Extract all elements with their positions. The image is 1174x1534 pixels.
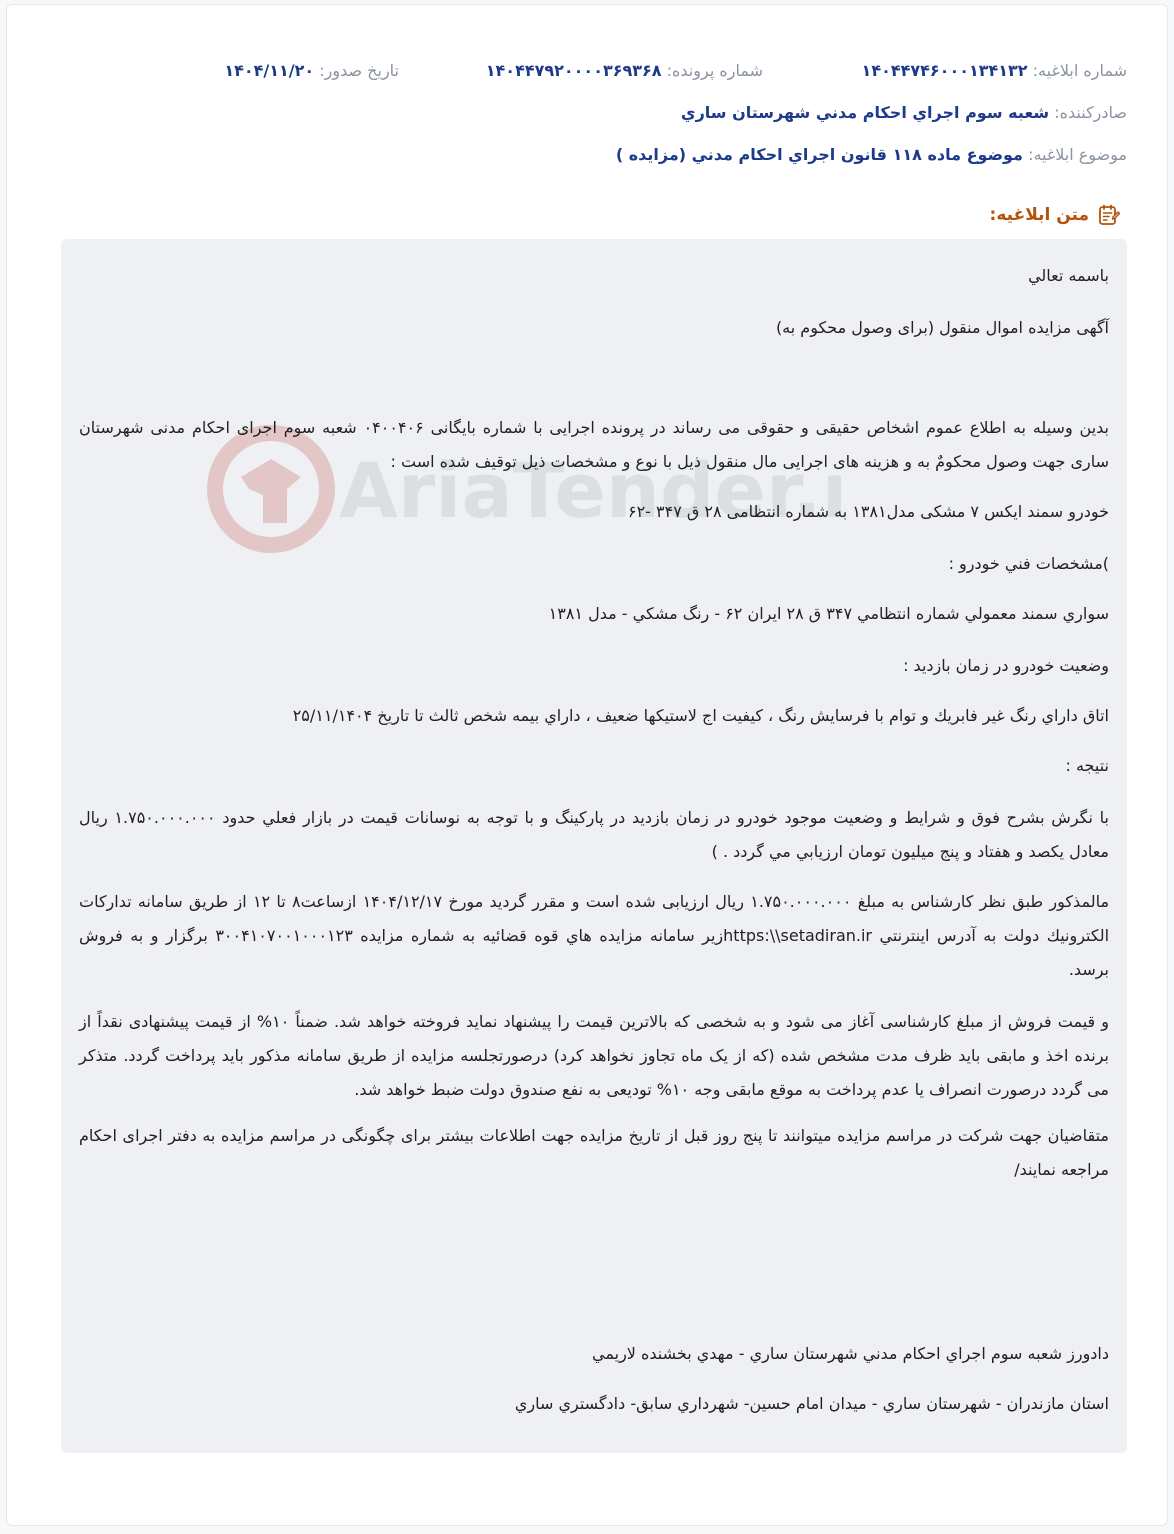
notice-card bbox=[6, 4, 1168, 1526]
issue-date-value: ۱۴۰۴/۱۱/۲۰ bbox=[224, 61, 315, 80]
body-paragraph-15: استان مازندران - شهرستان ساري - ميدان امام حسين- شهرداري سابق- دادگستري ساري bbox=[514, 1394, 1109, 1413]
issuer-value: شعبه سوم اجراي احكام مدني شهرستان ساري bbox=[680, 103, 1050, 122]
body-paragraph-2: آگهی مزایده اموال منقول (برای وصول محکوم به) bbox=[775, 318, 1109, 337]
document-icon bbox=[1097, 203, 1121, 227]
body-paragraph-10: با نگرش بشرح فوق و شرايط و وضعيت موجود خودرو در زمان بازديد در پاركينگ و با توجه به نوسانات قيمت در بازار فعلي حدود ۱.۷۵۰.۰۰۰.۰۰۰ ريال معادل يكصد و هفتاد و پنج ميليون تومان ارزيابي مي گردد . ) bbox=[79, 808, 1110, 861]
body-paragraph-3: بدین وسیله به اطلاع عموم اشخاص حقیقی و حقوقی می رساند در پرونده اجرایی با شماره بایگانی ۰۴۰۰۴۰۶ شعبه سوم اجرای احکام مدنی شهرستان ساری جهت وصول محکومٌ به و هزینه های اجرایی مال منقول ذیل با نوع و مشخصات ذیل توقیف شده است : bbox=[79, 418, 1110, 471]
case-number-label: شماره پرونده: bbox=[666, 61, 763, 80]
subject-label: موضوع ابلاغیه: bbox=[1028, 145, 1127, 164]
body-paragraph-6: سواري سمند معمولي شماره انتظامي ۳۴۷ ق ۲۸ ايران ۶۲ - رنگ مشكي - مدل ۱۳۸۱ bbox=[548, 604, 1109, 623]
issue-date-label: تاریخ صدور: bbox=[319, 61, 399, 80]
case-number-value: ۱۴۰۴۴۷۹۲۰۰۰۰۳۶۹۳۶۸ bbox=[485, 61, 662, 80]
body-paragraph-1: باسمه تعالي bbox=[1028, 266, 1109, 285]
issuer-label: صادرکننده: bbox=[1054, 103, 1127, 122]
case-number bbox=[486, 61, 763, 80]
issue-date bbox=[224, 61, 399, 80]
body-paragraph-13: متقاضیان جهت شرکت در مراسم مزایده میتوانند تا پنج روز قبل از تاریخ مزایده جهت اطلاعات بیشتر برای چگونگی در مراسم مزایده به دفتر اجرای احکام مراجعه نمایند/ bbox=[79, 1126, 1109, 1179]
section-title bbox=[990, 203, 1121, 227]
notice-number bbox=[862, 61, 1127, 80]
watermark-text: AriaTender. bbox=[339, 446, 822, 535]
subject bbox=[616, 145, 1127, 164]
notice-number-value: ۱۴۰۴۴۷۴۶۰۰۰۱۳۴۱۳۲ bbox=[861, 61, 1028, 80]
body-paragraph-11: مالمذکور طبق نظر کارشناس به مبلغ ۱.۷۵۰.۰۰۰.۰۰۰ ریال ارزیابی شده است و مقرر گرديد مورخ ۱۴۰۴/۱۲/۱۷ ازساعت۸ تا ۱۲ از طريق سامانه تداركات الكترونيك دولت به آدرس اينترنتي https:\\setadiran.irزير سامانه مزايده هاي قوه قضائيه به شماره مزايده ۳۰۰۴۱۰۷۰۰۱۰۰۰۱۲۳ برگزار و به فروش برسد. bbox=[79, 892, 1110, 979]
issuer bbox=[681, 103, 1127, 122]
body-paragraph-14: دادورز شعبه سوم اجراي احكام مدني شهرستان ساري - مهدي بخشنده لاريمي bbox=[592, 1344, 1109, 1363]
body-paragraph-5: )مشخصات فني خودرو : bbox=[948, 554, 1109, 573]
subject-value: موضوع ماده ۱۱۸ قانون اجراي احکام مدني (مزايده ) bbox=[615, 145, 1023, 164]
body-paragraph-7: وضعيت خودرو در زمان بازديد : bbox=[903, 656, 1109, 675]
section-title-text: متن ابلاغیه: bbox=[989, 205, 1089, 225]
notice-body bbox=[61, 239, 1127, 1453]
body-paragraph-12: و قیمت فروش از مبلغ کارشناسی آغاز می شود و به شخصی که بالاترین قیمت را پیشنهاد نماید فروخته خواهد شد. ضمناً ۱۰% از قیمت پیشنهادی نقداً از برنده اخذ و مابقی باید ظرف مدت مشخص شده (که از یک ماه تجاوز نخواهد کرد) درصورتجلسه مزایده از طریق سامانه مذکور باید پرداخت گردد. متذکر می گردد درصورت انصراف یا عدم پرداخت به موقع مابقی وجه ۱۰% تودیعی به نفع صندوق دولت ضبط خواهد شد. bbox=[79, 1012, 1109, 1099]
body-paragraph-8: اتاق داراي رنگ غير فابريك و توام با فرسايش رنگ ، كيفيت اج لاستيكها ضعيف ، داراي بيمه شخص ثالث تا تاريخ ۲۵/۱۱/۱۴۰۴ bbox=[292, 706, 1109, 725]
body-paragraph-4: خودرو سمند ایکس ۷ مشکی مدل۱۳۸۱ به شماره انتظامی ۲۸ ق ۳۴۷ -۶۲ bbox=[627, 502, 1109, 521]
notice-number-label: شماره ابلاغیه: bbox=[1032, 61, 1127, 80]
body-paragraph-9: نتيجه : bbox=[1065, 756, 1109, 775]
